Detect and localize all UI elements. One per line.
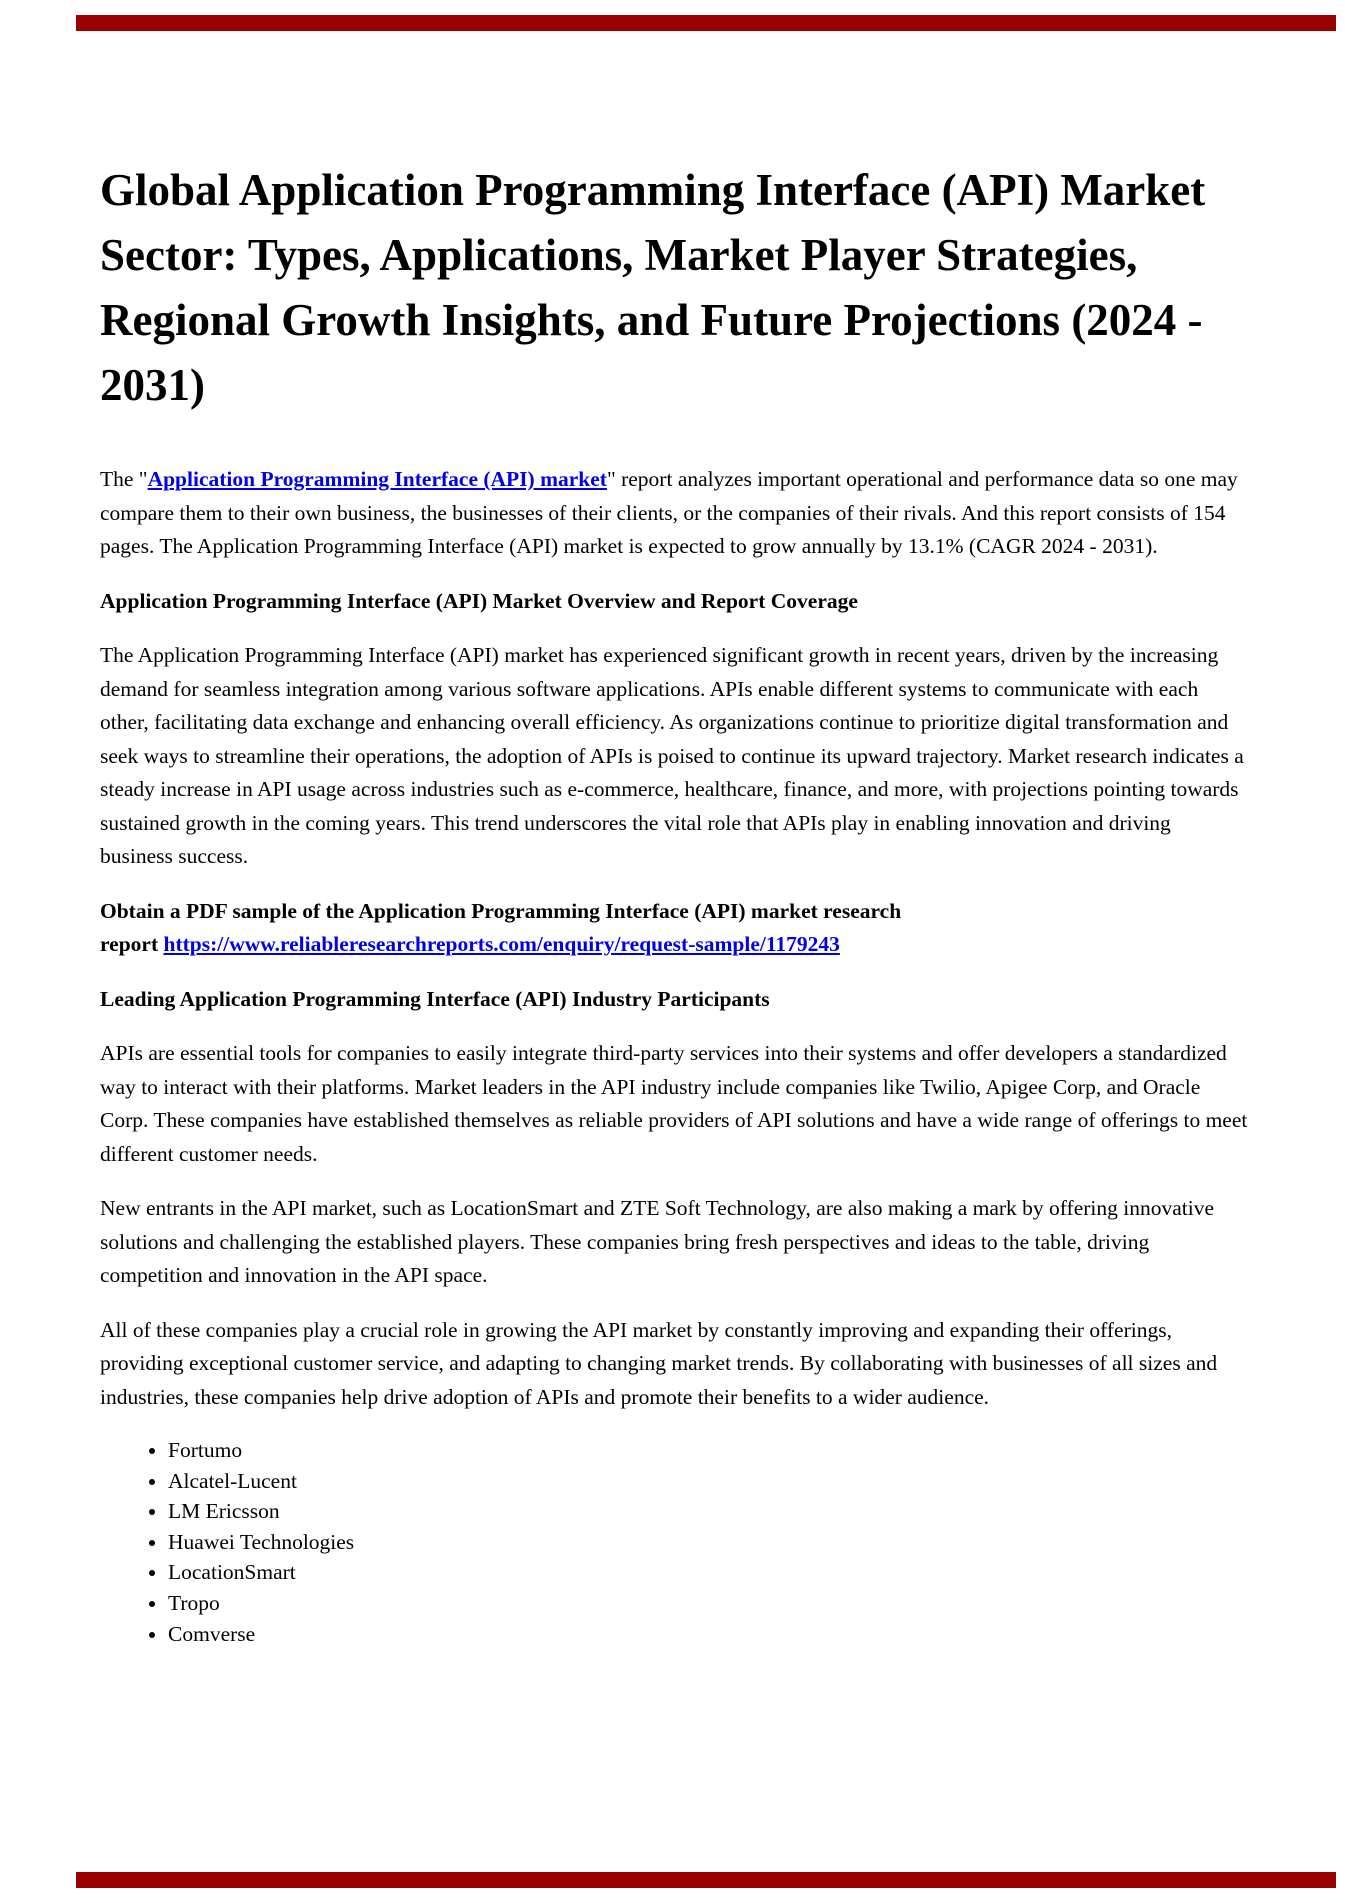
request-sample-link[interactable]: https://www.reliableresearchreports.com/enquiry/request-sample/1179243 bbox=[163, 932, 840, 956]
page-bottom-rule bbox=[76, 1872, 1336, 1888]
sample-cta-line1: Obtain a PDF sample of the Application Programming Interface (API) market research bbox=[100, 898, 902, 923]
list-item: • LocationSmart bbox=[168, 1557, 1248, 1588]
participants-paragraph-2: New entrants in the API market, such as LocationSmart and ZTE Soft Technology, are also making a mark by offering innovative solutions and challenging the established players. These companies bring fresh perspectives and ideas to the table, driving competition and innovation in the API space. bbox=[100, 1196, 1215, 1287]
overview-heading: Application Programming Interface (API) Market Overview and Report Coverage bbox=[100, 588, 858, 613]
list-item: • Tropo bbox=[168, 1588, 1248, 1619]
api-market-report-link[interactable]: Application Programming Interface (API) market bbox=[147, 467, 607, 491]
overview-paragraph: The Application Programming Interface (API) market has experienced significant growth in recent years, driven by the increasing demand for seamless integration among various software applications. APIs enable different systems to communicate with each other, facilitating data exchange and enhancing overall efficiency. As organizations continue to prioritize digital transformation and seek ways to streamline their operations, the adoption of APIs is poised to continue its upward trajectory. Market research indicates a steady increase in API usage across industries such as e-commerce, healthcare, finance, and more, with projections pointing towards sustained growth in the coming years. This trend underscores the vital role that APIs play in enabling innovation and driving business success. bbox=[100, 643, 1244, 868]
list-item: • Huawei Technologies bbox=[168, 1527, 1248, 1558]
list-item: • Fortumo bbox=[168, 1435, 1248, 1466]
page-title: Global Application Programming Interface (API) Market Sector: Types, Applications, Market Player Strategies, Regional Growth Insights, and Future Projections (2024 - 2031) bbox=[100, 165, 1206, 410]
list-item: • LM Ericsson bbox=[168, 1496, 1248, 1527]
intro-suffix: " report analyzes important operational and performance data so one may compare them to their own business, the businesses of their clients, or the companies of their rivals. And this report consists of 154 pages. The Application Programming Interface (API) market is expected to grow annually by 13.1% (CAGR 2024 - 2031). bbox=[100, 467, 1238, 558]
intro-prefix: The " bbox=[100, 467, 148, 491]
report-document bbox=[100, 0, 1248, 1670]
company-list bbox=[100, 1435, 1248, 1649]
participants-paragraph-1: APIs are essential tools for companies to easily integrate third-party services into their systems and offer developers a standardized way to interact with their platforms. Market leaders in the API industry include companies like Twilio, Apigee Corp, and Oracle Corp. These companies have established themselves as reliable providers of API solutions and have a wide range of offerings to meet different customer needs. bbox=[100, 1041, 1248, 1166]
list-item: • Alcatel-Lucent bbox=[168, 1466, 1248, 1497]
sample-cta bbox=[100, 895, 1248, 962]
participants-paragraph-3: All of these companies play a crucial role in growing the API market by constantly improving and expanding their offerings, providing exceptional customer service, and adapting to changing market trends. By collaborating with businesses of all sizes and industries, these companies help drive adoption of APIs and promote their benefits to a wider audience. bbox=[100, 1317, 1218, 1409]
list-item: • Comverse bbox=[168, 1619, 1248, 1650]
participants-heading: Leading Application Programming Interface (API) Industry Participants bbox=[100, 986, 770, 1011]
sample-cta-line2: report bbox=[100, 932, 164, 956]
intro-paragraph bbox=[100, 463, 1248, 564]
